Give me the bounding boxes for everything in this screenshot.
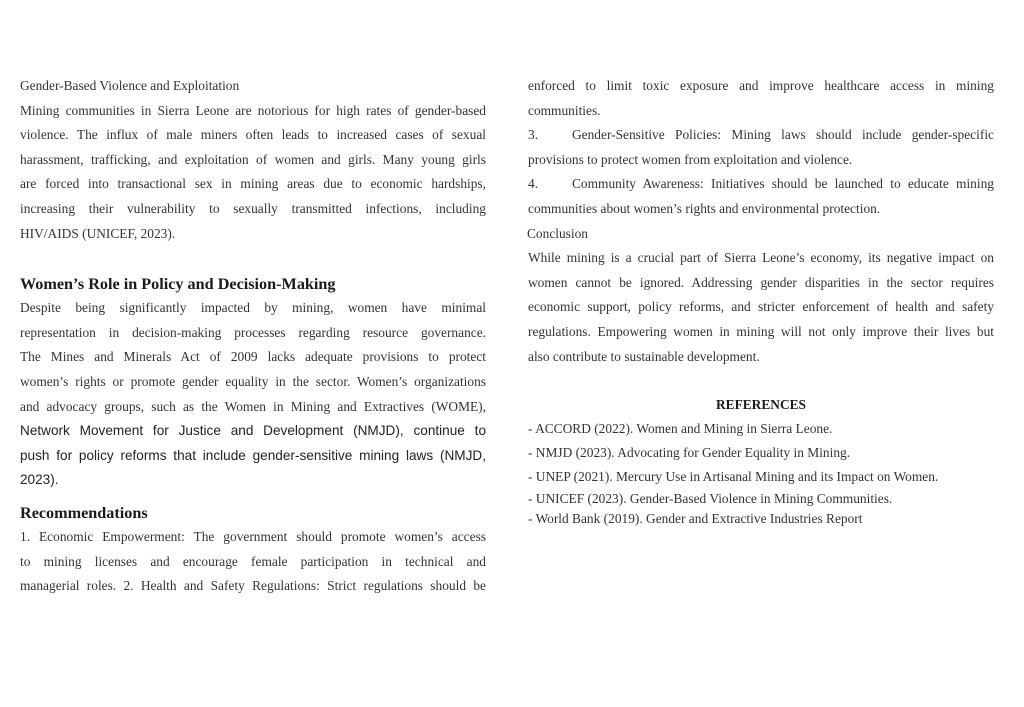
references-list [528, 417, 994, 529]
gbv-heading: Gender-Based Violence and Exploitation [20, 78, 240, 93]
reference-item: - NMJD (2023). Advocating for Gender Equality in Mining. [528, 445, 851, 461]
policy-line: push for policy reforms that include gender-sensitive mining laws (NMJD, [20, 447, 486, 463]
recommendations-continued [528, 74, 994, 222]
conclusion-line: While mining is a crucial part of Sierra Leone’s economy, its negative impact on [528, 250, 994, 266]
policy-line: representation in decision-making processes regarding resource governance. [20, 324, 486, 340]
references-heading: REFERENCES [715, 397, 807, 413]
gbv-line: harassment, trafficking, and exploitation of women and girls. Many young girls [20, 151, 486, 167]
recommendation-number: 3. [528, 127, 539, 143]
recommendations-line: to mining licenses and encourage female participation in technical and [20, 553, 486, 569]
gbv-line: HIV/AIDS (UNICEF, 2023). [20, 225, 176, 241]
recommendation-text: Community Awareness: Initiatives should be launched to educate mining [572, 176, 994, 192]
conclusion-line: economic support, policy reforms, and stricter enforcement of health and safety [528, 299, 994, 315]
conclusion-line: women cannot be ignored. Addressing gender disparities in the sector requires [528, 274, 994, 290]
reference-item: - UNEP (2021). Mercury Use in Artisanal Mining and its Impact on Women. [528, 469, 939, 485]
left-column [20, 74, 486, 599]
gbv-line: Mining communities in Sierra Leone are notorious for high rates of gender-based [20, 102, 486, 118]
policy-line: and advocacy groups, such as the Women in Mining and Extractives (WOME), [20, 398, 486, 414]
reference-item: - ACCORD (2022). Women and Mining in Sierra Leone. [528, 421, 833, 437]
recommendation-text: provisions to protect women from exploitation and violence. [528, 151, 853, 167]
gbv-paragraph [20, 99, 486, 247]
recommendations-heading: Recommendations [20, 503, 148, 522]
recommendation-text: Gender-Sensitive Policies: Mining laws should include gender-specific [572, 127, 994, 143]
policy-line: 2023). [20, 472, 59, 488]
recommendations-line: enforced to limit toxic exposure and improve healthcare access in mining [528, 78, 994, 93]
policy-line: Despite being significantly impacted by mining, women have minimal [20, 300, 486, 316]
gbv-line: are forced into transactional sex in mining areas due to economic hardships, [20, 176, 486, 192]
policy-heading: Women’s Role in Policy and Decision-Making [20, 275, 336, 294]
recommendations-paragraph [20, 525, 486, 599]
policy-line: The Mines and Minerals Act of 2009 lacks adequate provisions to protect [20, 349, 486, 365]
conclusion-line: regulations. Empowering women in mining will not only improve their lives but [528, 323, 994, 339]
recommendation-number: 4. [528, 176, 539, 192]
recommendations-line: 1. Economic Empowerment: The government should promote women’s access [20, 528, 486, 544]
right-column [528, 74, 994, 529]
gbv-line: increasing their vulnerability to sexually transmitted infections, including [20, 200, 486, 216]
recommendation-item [528, 123, 994, 172]
recommendations-line: managerial roles. 2. Health and Safety Regulations: Strict regulations should be [20, 578, 486, 594]
policy-line: Network Movement for Justice and Development (NMJD), continue to [20, 423, 486, 439]
gbv-line: violence. The influx of male miners often leads to increased cases of sexual [20, 127, 486, 143]
recommendation-item [528, 172, 994, 221]
reference-item: - UNICEF (2023). Gender-Based Violence in Mining Communities. [528, 491, 893, 507]
conclusion-line: also contribute to sustainable development. [528, 348, 760, 364]
policy-line: women’s rights or promote gender equality in the sector. Women’s organizations [20, 373, 486, 389]
reference-item: - World Bank (2019). Gender and Extractive Industries Report [528, 511, 863, 527]
recommendation-text: communities about women’s rights and environmental protection. [528, 200, 881, 216]
policy-paragraph [20, 296, 486, 493]
conclusion-paragraph [528, 246, 994, 369]
conclusion-heading: Conclusion [527, 225, 589, 241]
recommendations-line: communities. [528, 102, 601, 118]
